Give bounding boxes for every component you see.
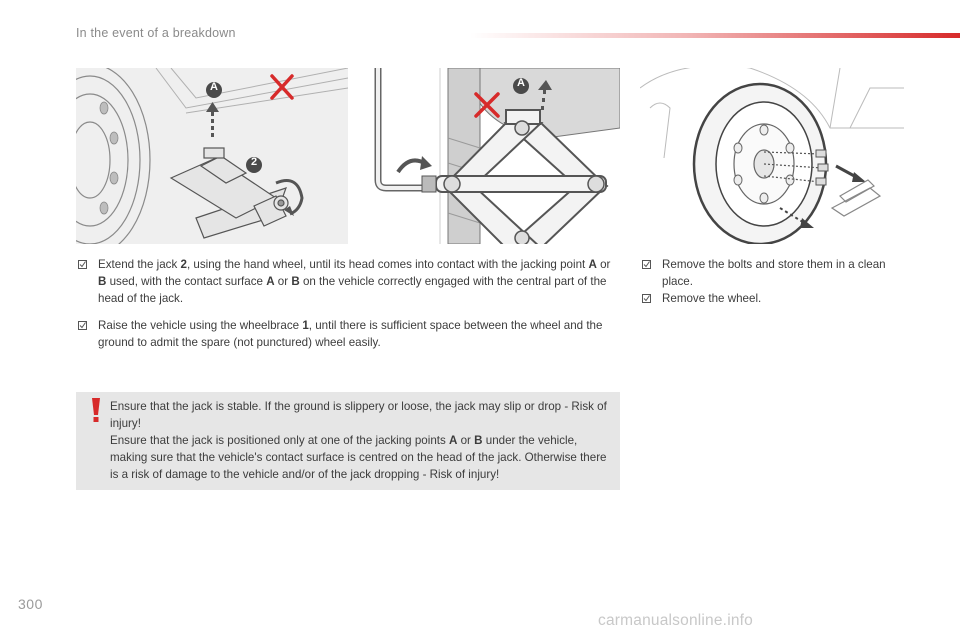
jack-raise-drawing: [356, 68, 620, 244]
illustration-remove-wheel: [640, 68, 904, 244]
step-remove-wheel: [640, 290, 908, 307]
instructions-left: [76, 256, 621, 361]
illustration-jack-extend: [76, 68, 348, 244]
header-accent-bar: [470, 33, 960, 38]
warning-text: [110, 398, 610, 483]
checkbox-bullet-icon: [78, 260, 87, 269]
section-title: In the event of a breakdown: [76, 26, 236, 40]
warning-line-2: Ensure that the jack is positioned only at one of the jacking points A or B under the vehicle, making sure that the vehicle's contact surface is centred on the head of the jack. Otherwise there is a risk of damage to the vehicle and/or of the jack dropping - Risk of injury!: [110, 434, 607, 481]
checkbox-bullet-icon: [642, 260, 651, 269]
step-remove-bolts: [640, 256, 908, 290]
step-raise-text: Raise the vehicle using the wheelbrace 1, until there is sufficient space between the wheel and the ground to admit the spare (not punctured) wheel easily.: [98, 319, 603, 349]
checkbox-bullet-icon: [78, 321, 87, 330]
remove-wheel-drawing: [640, 68, 904, 244]
warning-box: [76, 392, 620, 490]
step-raise-vehicle: [76, 317, 621, 351]
marker-2-label: 2: [250, 156, 258, 168]
exclamation-warning-icon: [88, 396, 104, 424]
instructions-right: [640, 256, 908, 307]
warning-line-1: Ensure that the jack is stable. If the ground is slippery or loose, the jack may slip or drop - Risk of injury!: [110, 400, 607, 430]
step-remove-bolts-text: Remove the bolts and store them in a clean place.: [662, 258, 886, 288]
checkbox-bullet-icon: [642, 294, 651, 303]
page-number: 300: [18, 596, 43, 612]
illustration-jack-raise: [356, 68, 620, 244]
marker-a-label: A: [210, 81, 218, 93]
marker-a-label-2: A: [517, 77, 525, 89]
step-extend-text: Extend the jack 2, using the hand wheel, until its head comes into contact with the jacking point A or B used, with the contact surface A or B on the vehicle correctly engaged with the central part of the head of the jack.: [98, 258, 611, 305]
watermark: carmanualsonline.info: [598, 612, 753, 629]
step-remove-wheel-text: Remove the wheel.: [662, 292, 762, 305]
jack-extend-drawing: [76, 68, 348, 244]
step-extend-jack: [76, 256, 621, 307]
